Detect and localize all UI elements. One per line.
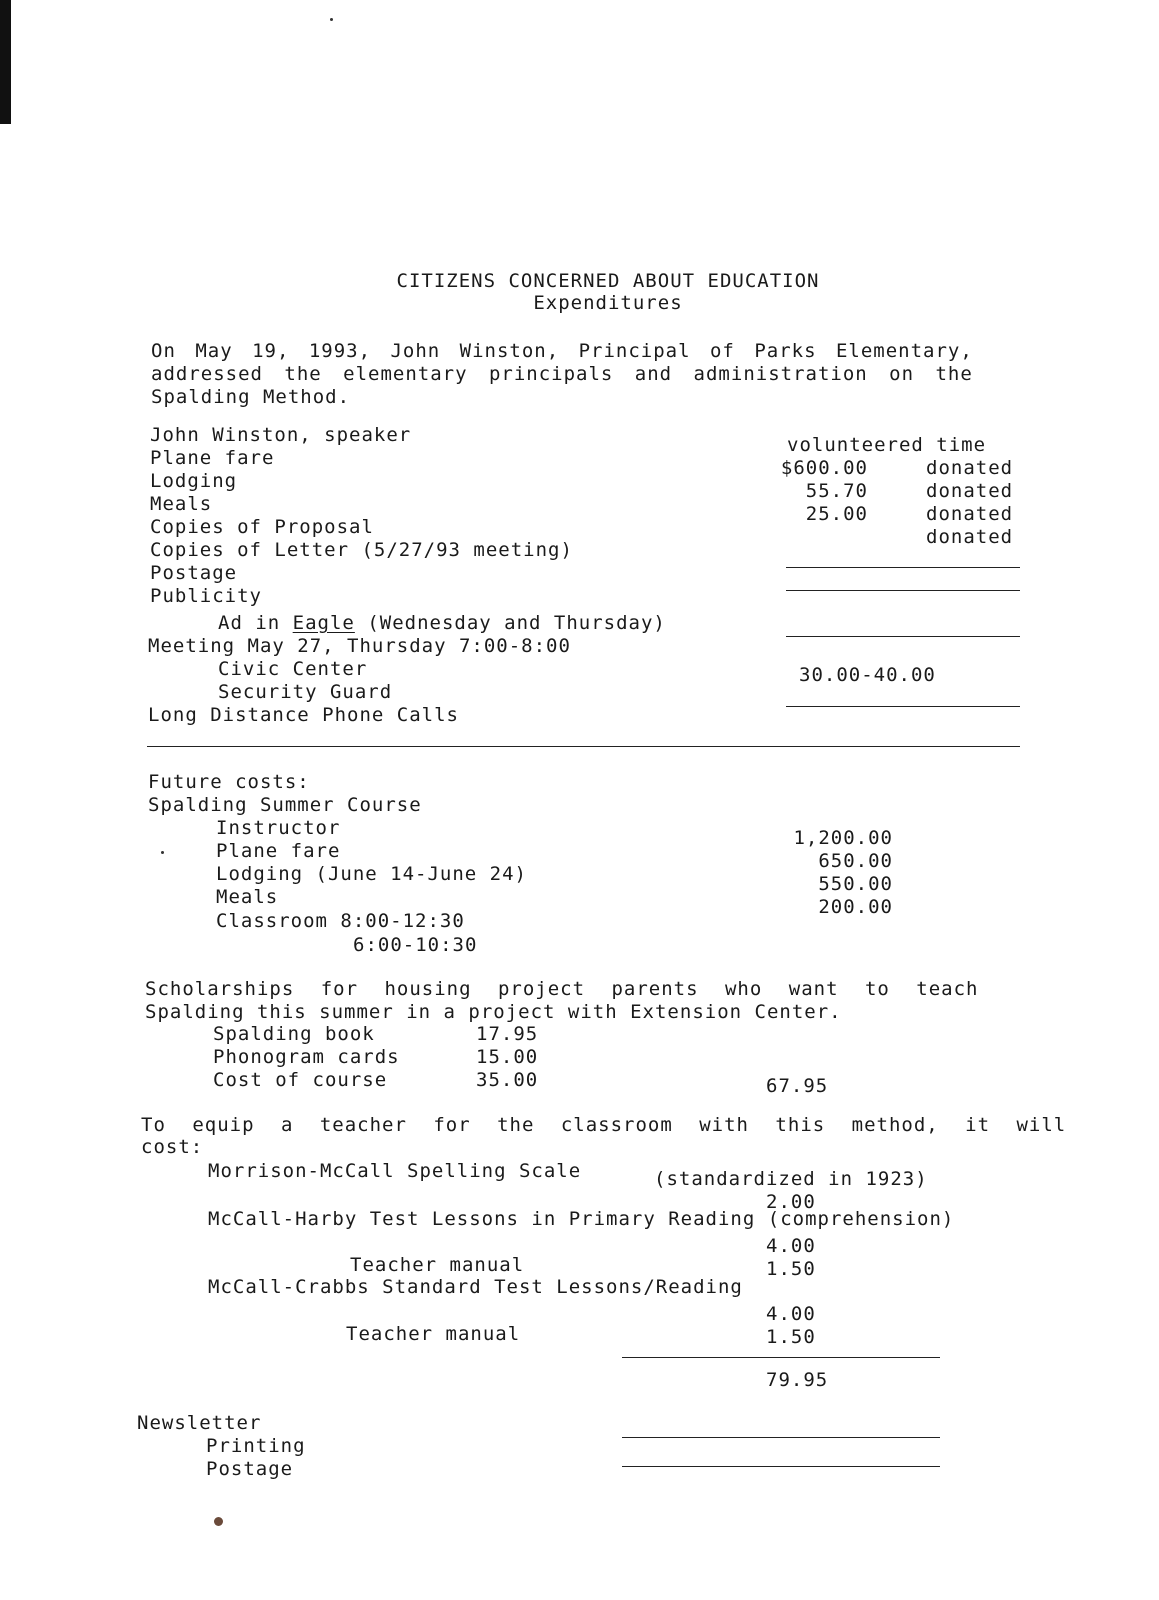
summer-course-label: Spalding Summer Course bbox=[148, 794, 422, 816]
newsletter-printing-label: Printing bbox=[206, 1435, 306, 1457]
phonogram-cards-value: 15.00 bbox=[476, 1046, 539, 1068]
ad-blank bbox=[786, 636, 1020, 637]
newsletter-postage-blank bbox=[622, 1466, 940, 1467]
instructor-label: Instructor bbox=[216, 817, 341, 839]
lodging-status: donated bbox=[926, 480, 1014, 502]
ad-newspaper: Eagle bbox=[292, 612, 355, 634]
security-guard-label: Security Guard bbox=[218, 681, 393, 703]
future-lodging-label: Lodging (June 14-June 24) bbox=[216, 863, 527, 885]
speaker-value: volunteered time bbox=[787, 434, 987, 456]
postage-blank bbox=[786, 590, 1020, 591]
future-meals-value: 200.00 bbox=[818, 896, 893, 918]
cost-of-course-label: Cost of course bbox=[213, 1069, 388, 1091]
copies-letter-label: Copies of Letter (5/27/93 meeting) bbox=[150, 539, 573, 561]
spelling-scale-note: (standardized in 1923) bbox=[654, 1168, 928, 1190]
meeting-label: Meeting May 27, Thursday 7:00-8:00 bbox=[148, 635, 571, 657]
intro-line-1: On May 19, 1993, John Winston, Principal of Parks Elementary, bbox=[151, 340, 973, 362]
phone-calls-label: Long Distance Phone Calls bbox=[148, 704, 459, 726]
ad-prefix: Ad in bbox=[218, 612, 281, 634]
harby-manual-value: 1.50 bbox=[766, 1258, 816, 1280]
scholarships-total: 67.95 bbox=[766, 1075, 829, 1097]
harby-lessons-label: McCall-Harby Test Lessons in Primary Reading (comprehension) bbox=[208, 1208, 955, 1230]
copies-proposal-status: donated bbox=[926, 526, 1014, 548]
harby-manual-label: Teacher manual bbox=[350, 1254, 525, 1276]
classroom-label: Classroom 8:00-12:30 bbox=[216, 910, 465, 932]
document-subtitle: Expenditures bbox=[533, 292, 683, 314]
scan-speck bbox=[161, 851, 164, 854]
copies-proposal-label: Copies of Proposal bbox=[150, 516, 374, 538]
document-title: CITIZENS CONCERNED ABOUT EDUCATION bbox=[396, 270, 820, 292]
spelling-scale-label: Morrison-McCall Spelling Scale bbox=[208, 1160, 582, 1182]
plane-fare-label: Plane fare bbox=[150, 447, 275, 469]
crabbs-lessons-label: McCall-Crabbs Standard Test Lessons/Reading bbox=[208, 1276, 743, 1298]
scan-speck bbox=[214, 1517, 223, 1526]
scan-edge-mark bbox=[0, 0, 11, 124]
crabbs-manual-label: Teacher manual bbox=[346, 1323, 521, 1345]
speaker-label: John Winston, speaker bbox=[150, 424, 412, 446]
spalding-book-label: Spalding book bbox=[213, 1023, 375, 1045]
instructor-value: 1,200.00 bbox=[793, 827, 893, 849]
spelling-scale-value: 2.00 bbox=[766, 1191, 816, 1213]
publicity-label: Publicity bbox=[150, 585, 262, 607]
future-lodging-value: 550.00 bbox=[818, 873, 893, 895]
scholarships-line-2: Spalding this summer in a project with Extension Center. bbox=[145, 1001, 842, 1023]
meals-status: donated bbox=[926, 503, 1014, 525]
cost-of-course-value: 35.00 bbox=[476, 1069, 539, 1091]
meals-value: 25.00 bbox=[805, 503, 868, 525]
spalding-book-value: 17.95 bbox=[476, 1023, 539, 1045]
postage-label: Postage bbox=[150, 562, 238, 584]
ad-suffix: (Wednesday and Thursday) bbox=[367, 612, 666, 634]
plane-fare-status: donated bbox=[926, 457, 1014, 479]
plane-fare-value: $600.00 bbox=[780, 457, 868, 479]
newsletter-heading: Newsletter bbox=[137, 1412, 262, 1434]
crabbs-lessons-value: 4.00 bbox=[766, 1303, 816, 1325]
meals-label: Meals bbox=[150, 493, 213, 515]
equip-total: 79.95 bbox=[766, 1369, 829, 1391]
newsletter-printing-blank bbox=[622, 1437, 940, 1438]
civic-center-value: 30.00-40.00 bbox=[799, 664, 936, 686]
future-meals-label: Meals bbox=[216, 886, 279, 908]
phone-calls-blank bbox=[786, 706, 1020, 707]
intro-line-3: Spalding Method. bbox=[151, 386, 351, 408]
intro-line-2: addressed the elementary principals and administration on the bbox=[151, 363, 973, 385]
harby-lessons-value: 4.00 bbox=[766, 1235, 816, 1257]
scholarships-line-1: Scholarships for housing project parents who want to teach bbox=[145, 978, 979, 1000]
phonogram-cards-label: Phonogram cards bbox=[213, 1046, 400, 1068]
lodging-value: 55.70 bbox=[805, 480, 868, 502]
equip-line-1: To equip a teacher for the classroom with this method, it will bbox=[141, 1114, 1067, 1136]
equip-line-2: cost: bbox=[141, 1136, 204, 1158]
civic-center-label: Civic Center bbox=[218, 658, 368, 680]
classroom-evening: 6:00-10:30 bbox=[353, 934, 478, 956]
ad-label bbox=[218, 614, 666, 633]
scan-speck bbox=[330, 18, 333, 21]
copies-letter-blank bbox=[786, 567, 1020, 568]
newsletter-postage-label: Postage bbox=[206, 1458, 294, 1480]
future-costs-heading: Future costs: bbox=[148, 771, 310, 793]
equip-total-rule bbox=[622, 1357, 940, 1358]
future-plane-fare-value: 650.00 bbox=[818, 850, 893, 872]
future-plane-fare-label: Plane fare bbox=[216, 840, 341, 862]
lodging-label: Lodging bbox=[150, 470, 238, 492]
crabbs-manual-value: 1.50 bbox=[766, 1326, 816, 1348]
section-divider bbox=[147, 746, 1020, 747]
